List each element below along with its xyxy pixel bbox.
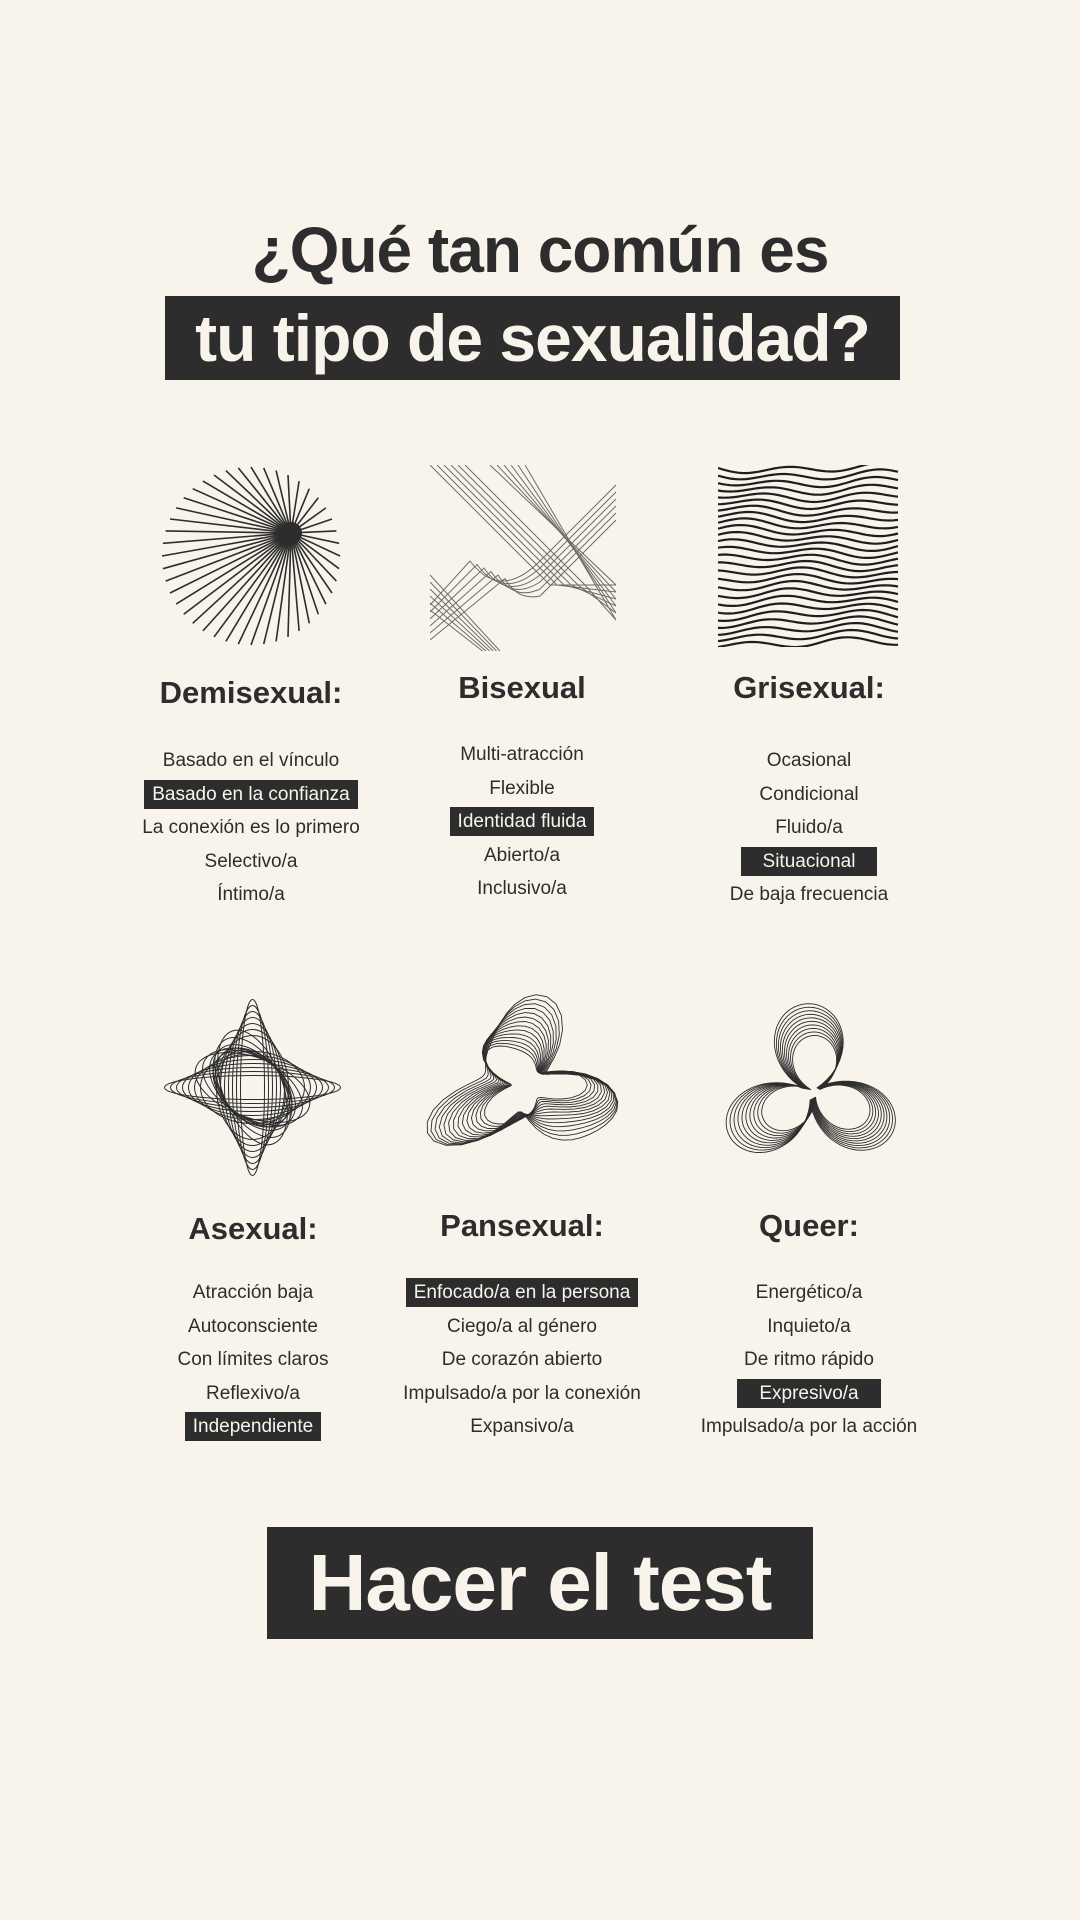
type-name-pansexual: Pansexual: xyxy=(440,1208,604,1243)
trait-item-highlighted: Identidad fluida xyxy=(372,805,672,839)
page-title-line1: ¿Qué tan común es xyxy=(251,214,829,286)
crossing-lines-icon xyxy=(430,465,616,651)
take-test-label: Hacer el test xyxy=(308,1538,772,1627)
ellipse-orbits-icon xyxy=(160,995,345,1180)
trait-item: La conexión es lo primero xyxy=(142,817,360,839)
trait-item: Reflexivo/a xyxy=(206,1382,300,1404)
trait-item: Selectivo/a xyxy=(204,850,298,872)
trait-item: Impulsado/a por la acción xyxy=(700,1416,918,1438)
type-name-demisexual: Demisexual: xyxy=(159,675,343,710)
type-name-queer: Queer: xyxy=(759,1208,859,1243)
type-name-grisexual: Grisexual: xyxy=(733,670,885,705)
trait-item: Multi-atracción xyxy=(460,744,584,765)
radial-lines-icon xyxy=(160,465,342,647)
trait-item: De baja frecuencia xyxy=(729,884,889,906)
trait-item: Expansivo/a xyxy=(470,1416,574,1438)
trait-list-queer xyxy=(659,1276,959,1444)
trait-item-highlighted: Basado en la confianza xyxy=(101,778,401,812)
take-test-button[interactable] xyxy=(267,1527,813,1639)
trait-item: Impulsado/a por la conexión xyxy=(403,1382,641,1404)
trait-item: Íntimo/a xyxy=(217,884,285,906)
type-name-bisexual: Bisexual xyxy=(458,670,586,705)
trait-item: Flexible xyxy=(489,777,555,799)
type-name-asexual: Asexual: xyxy=(188,1211,318,1246)
trait-item: Inclusivo/a xyxy=(477,878,567,900)
fluid-contour-icon xyxy=(415,985,630,1185)
trait-list-bisexual xyxy=(372,738,672,906)
trait-item: Ciego/a al género xyxy=(447,1315,597,1337)
trait-item: Condicional xyxy=(759,783,859,805)
trait-item: Ocasional xyxy=(766,750,852,771)
page-title-highlight xyxy=(165,296,900,380)
trait-list-asexual xyxy=(103,1276,403,1444)
trait-item: Inquieto/a xyxy=(767,1315,851,1337)
trait-item: Fluido/a xyxy=(775,817,843,839)
trait-item-highlighted: Enfocado/a en la persona xyxy=(372,1276,672,1310)
wavy-lines-icon xyxy=(718,465,900,647)
trait-item: De ritmo rápido xyxy=(744,1349,874,1371)
trait-item: De corazón abierto xyxy=(441,1349,603,1371)
trait-item: Atracción baja xyxy=(192,1282,314,1303)
trait-list-grisexual xyxy=(659,744,959,912)
trefoil-loops-icon xyxy=(713,995,908,1185)
page-title-line2: tu tipo de sexualidad? xyxy=(195,301,870,375)
trait-item-highlighted: Independiente xyxy=(103,1410,403,1444)
trait-item-highlighted: Situacional xyxy=(659,845,959,879)
trait-item: Abierto/a xyxy=(483,844,561,866)
trait-item: Basado en el vínculo xyxy=(162,750,340,771)
trait-item: Autoconsciente xyxy=(188,1315,318,1337)
trait-item: Energético/a xyxy=(755,1282,863,1303)
trait-item-highlighted: Expresivo/a xyxy=(659,1377,959,1411)
trait-item: Con límites claros xyxy=(177,1349,329,1371)
trait-list-demisexual xyxy=(101,744,401,912)
trait-list-pansexual xyxy=(372,1276,672,1444)
